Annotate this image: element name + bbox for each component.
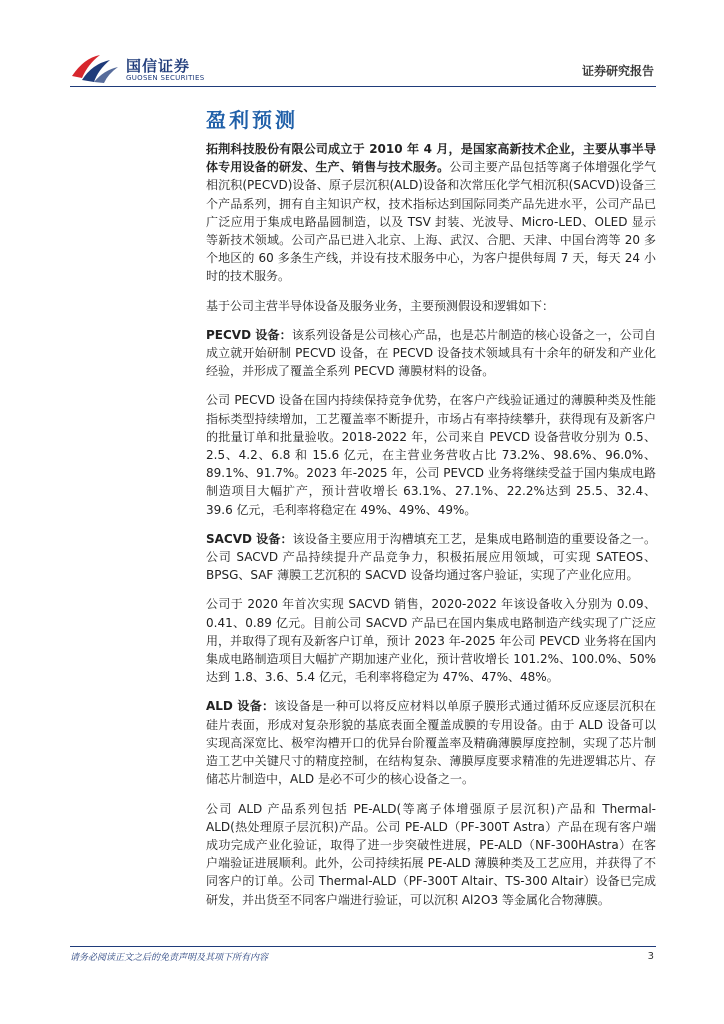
paragraph-lead: 拓荆科技股份有限公司成立于 2010 年 4 月，是国家高新技术企业，主要从事半导体专用设备的研发、生产、销售与技术服务。: [206, 142, 656, 175]
paragraph-sacvd-overview: [206, 530, 656, 585]
paragraph-lead: ALD 设备：: [206, 699, 275, 714]
report-body: [206, 140, 656, 920]
paragraph-company-intro: [206, 140, 656, 286]
paragraph-lead: SACVD 设备：: [206, 531, 293, 546]
paragraph-pecvd-overview: [206, 326, 656, 381]
paragraph-text: 公司 ALD 产品系列包括 PE-ALD(等离子体增强原子层沉积)产品和 Thermal-ALD(热处理原子层沉积)产品。公司 PE-ALD（PF-300T Astra）产品在现有客户端成功完成产业化验证，取得了进一步突破性进展，PE-ALD（NF-300HAstra）在客户端验证进展顺利。此外，公司持续拓展 PE-ALD 薄膜种类及工艺应用，并获得了不同客户的订单。公司 Thermal-ALD（PF-300T Altair、TS-300 Altair）设备已完成研发，并出货至不同客户端进行验证，可以沉积 Al2O3 等金属化合物薄膜。: [206, 801, 656, 907]
paragraph-text: 该设备是一种可以将反应材料以单原子膜形式通过循环反应逐层沉积在硅片表面，形成对复杂形貌的基底表面全覆盖成膜的专用设备。由于 ALD 设备可以实现高深宽比、极窄沟槽开口的优异台阶覆盖率及精确薄膜厚度控制，实现了芯片制造工艺中关键尺寸的精度控制，在结构复杂、薄膜厚度要求精准的先进逻辑芯片、存储芯片制造中，ALD 是必不可少的核心设备之一。: [206, 699, 656, 787]
paragraph-text: 该设备主要应用于沟槽填充工艺，是集成电路制造的重要设备之一。公司 SACVD 产品持续提升产品竞争力，积极拓展应用领域，可实现 SATEOS、BPSG、SAF 薄膜工艺沉积的 SACVD 设备均通过客户验证，实现了产业化应用。: [206, 531, 656, 583]
logo-english-name: GUOSEN SECURITIES: [126, 74, 205, 82]
guosen-logo-mark-icon: [70, 52, 120, 86]
header-divider: [70, 86, 656, 87]
page-number: 3: [647, 951, 654, 962]
paragraph-text: 公司主要产品包括等离子体增强化学气相沉积(PECVD)设备、原子层沉积(ALD)设备和次常压化学气相沉积(SACVD)设备三个产品系列，拥有自主知识产权，技术指标达到国际同类产品先进水平，公司产品已广泛应用于集成电路晶圆制造，以及 TSV 封装、光波导、Micro-LED、OLED 显示等新技术领域。公司产品已进入北京、上海、武汉、合肥、天津、中国台湾等 20 多个地区的 60 多条生产线，并设有技术服务中心，为客户提供每周 7 天，每天 24 小时的技术服务。: [206, 160, 656, 284]
paragraph-text: 基于公司主营半导体设备及服务业务，主要预测假设和逻辑如下：: [206, 298, 555, 313]
paragraph-sacvd-forecast: [206, 595, 656, 686]
footer-disclaimer: 请务必阅读正文之后的免责声明及其项下所有内容: [70, 953, 269, 963]
paragraph-text: 公司于 2020 年首次实现 SACVD 销售，2020-2022 年该设备收入分别为 0.09、0.41、0.89 亿元。目前公司 SACVD 产品已在国内集成电路制造产线实现了广泛应用，并取得了现有及新客户订单，预计 2023 年-2025 年公司 PEVCD 业务将在国内集成电路制造项目大幅扩产期加速产业化，预计营收增长 101.2%、100.0%、50%达到 1.8、3.6、5.4 亿元，毛利率将稳定为 47%、47%、48%。: [206, 597, 656, 685]
report-type-label: 证券研究报告: [581, 64, 654, 78]
page-header: [0, 0, 724, 100]
paragraph-text: 公司 PECVD 设备在国内持续保持竞争优势，在客户产线验证通过的薄膜种类及性能指标类型持续增加，工艺覆盖率不断提升，市场占有率持续攀升，获得现有及新客户的批量订单和批量验收。2018-2022 年，公司来自 PEVCD 设备营收分别为 0.5、2.5、4.2、6.8 和 15.6 亿元，在主营业务营收占比 73.2%、98.6%、96.0%、89.1%、91.7%。2023 年-2025 年，公司 PEVCD 业务将继续受益于国内集成电路制造项目大幅扩产，预计营收增长 63.1%、27.1%、22.2%达到 25.5、32.4、39.6 亿元，毛利率将稳定在 49%、49%、49%。: [206, 393, 656, 517]
paragraph-text: 该系列设备是公司核心产品，也是芯片制造的核心设备之一，公司自成立就开始研制 PECVD 设备，在 PECVD 设备技术领域具有十余年的研发和产业化经验，并形成了覆盖全系列 PECVD 薄膜材料的设备。: [206, 327, 656, 379]
paragraph-ald-overview: [206, 697, 656, 788]
guosen-logo: [70, 52, 260, 88]
footer-divider: [70, 946, 656, 947]
paragraph-lead: PECVD 设备：: [206, 327, 292, 342]
section-title: 盈利预测: [206, 108, 298, 132]
paragraph-forecast-basis: [206, 297, 656, 315]
logo-chinese-name: 国信证券: [126, 57, 191, 75]
paragraph-pecvd-forecast: [206, 391, 656, 518]
paragraph-ald-products: [206, 800, 656, 909]
